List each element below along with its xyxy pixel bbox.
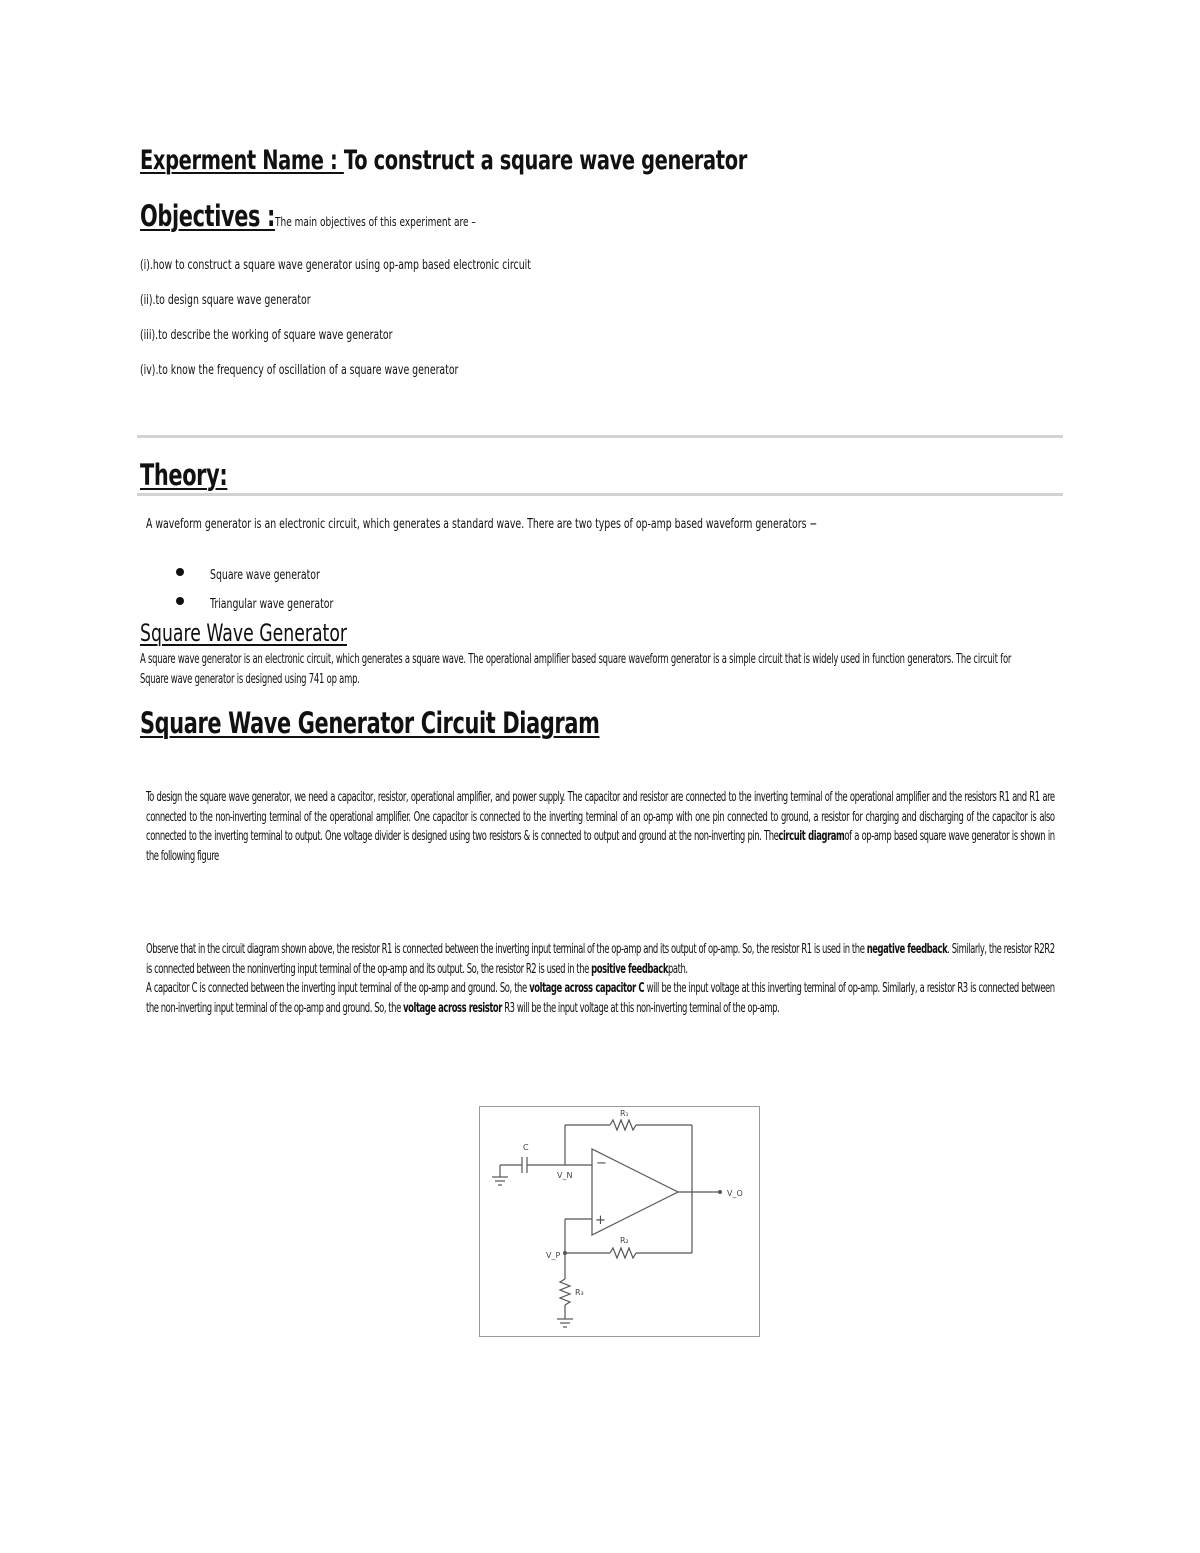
- objectives-heading: Objectives :: [140, 199, 276, 233]
- experiment-name-text: To construct a square wave generator: [343, 145, 747, 176]
- theory-heading-row: [140, 458, 261, 492]
- objective-item: (i).how to construct a square wave generator using op-amp based electronic circuit: [140, 258, 531, 273]
- experiment-name-label: Experment Name :: [140, 145, 344, 176]
- theory-bullet: Square wave generator: [210, 568, 320, 583]
- label-r2: R₂: [620, 1236, 629, 1245]
- label-plus: +: [595, 1213, 606, 1228]
- objective-item: (iii).to describe the working of square wave generator: [140, 328, 393, 343]
- bullet-dot: [176, 597, 184, 605]
- circuit-heading-row: [140, 706, 778, 740]
- theory-intro: A waveform generator is an electronic circuit, which generates a standard wave. There are two types of op-amp based waveform generators −: [146, 517, 818, 532]
- circuit-figure: [479, 1106, 760, 1337]
- label-vp: V_P: [546, 1251, 561, 1260]
- circuit-paragraph-2: Observe that in the circuit diagram shown above, the resistor R1 is connected between the inverting input terminal of the op-amp and its output of op-amp. So, the resistor R1 is used in the negative feedback. Similarly, the resistor R2R2 is connected between the noninverting input terminal of the op-amp and its output. So, the resistor R2 is used in the positive feedbackpath. A capacitor C is connected between the inverting input terminal of the op-amp and ground. So, the voltage across capacitor C will be the input voltage at this inverting terminal of op-amp. Similarly, a resistor R3 is connected between the non-inverting input terminal of the op-amp and ground. So, the voltage across resistor R3 will be the input voltage at this non-inverting terminal of the op-amp.: [146, 942, 1055, 1016]
- circuit-paragraph-1: To design the square wave generator, we need a capacitor, resistor, operational amplifier, and power supply. The capacitor and resistor are connected to the inverting terminal of the operational amplifier and the resistors R1 and R1 are connected to the non-inverting terminal of the operational amplifier. One capacitor is connected to the inverting terminal of an op-amp with one pin connected to ground, a resistor for charging and discharging of the capacitor is also connected to the inverting terminal to output. One voltage divider is designed using two resistors & is connected to output and ground at the non-inverting pin. Thecircuit diagramof a op-amp based square wave generator is shown in the following figure: [146, 790, 1055, 864]
- bullet-dot: [176, 568, 184, 576]
- experiment-title: [140, 145, 983, 176]
- square-wave-heading: Square Wave Generator: [140, 619, 347, 647]
- label-vn: V_N: [557, 1171, 573, 1180]
- label-r1: R₁: [620, 1109, 629, 1118]
- objective-item: (ii).to design square wave generator: [140, 293, 311, 308]
- label-minus: −: [596, 1156, 607, 1171]
- square-wave-heading-row: [140, 619, 428, 647]
- label-r3: R₃: [575, 1288, 584, 1297]
- square-wave-circuit-diagram: [480, 1107, 759, 1336]
- label-c: C: [523, 1143, 529, 1152]
- objectives-intro: The main objectives of this experiment are –: [275, 214, 476, 229]
- objectives-heading-row: [140, 199, 607, 233]
- theory-bullet: Triangular wave generator: [210, 597, 334, 612]
- square-wave-description: A square wave generator is an electronic circuit, which generates a square wave. The operational amplifier based square waveform generator is a simple circuit that is widely used in function generators. The circuit for Square wave generator is designed using 741 op amp.: [140, 652, 1012, 687]
- theory-heading: Theory:: [140, 458, 228, 492]
- circuit-diagram-bold: circuit diagram: [778, 829, 845, 844]
- objective-item: (iv).to know the frequency of oscillation of a square wave generator: [140, 363, 459, 378]
- circuit-heading: Square Wave Generator Circuit Diagram: [140, 706, 600, 740]
- label-vo: V_O: [727, 1189, 743, 1198]
- divider: [137, 435, 1063, 438]
- divider: [137, 493, 1063, 496]
